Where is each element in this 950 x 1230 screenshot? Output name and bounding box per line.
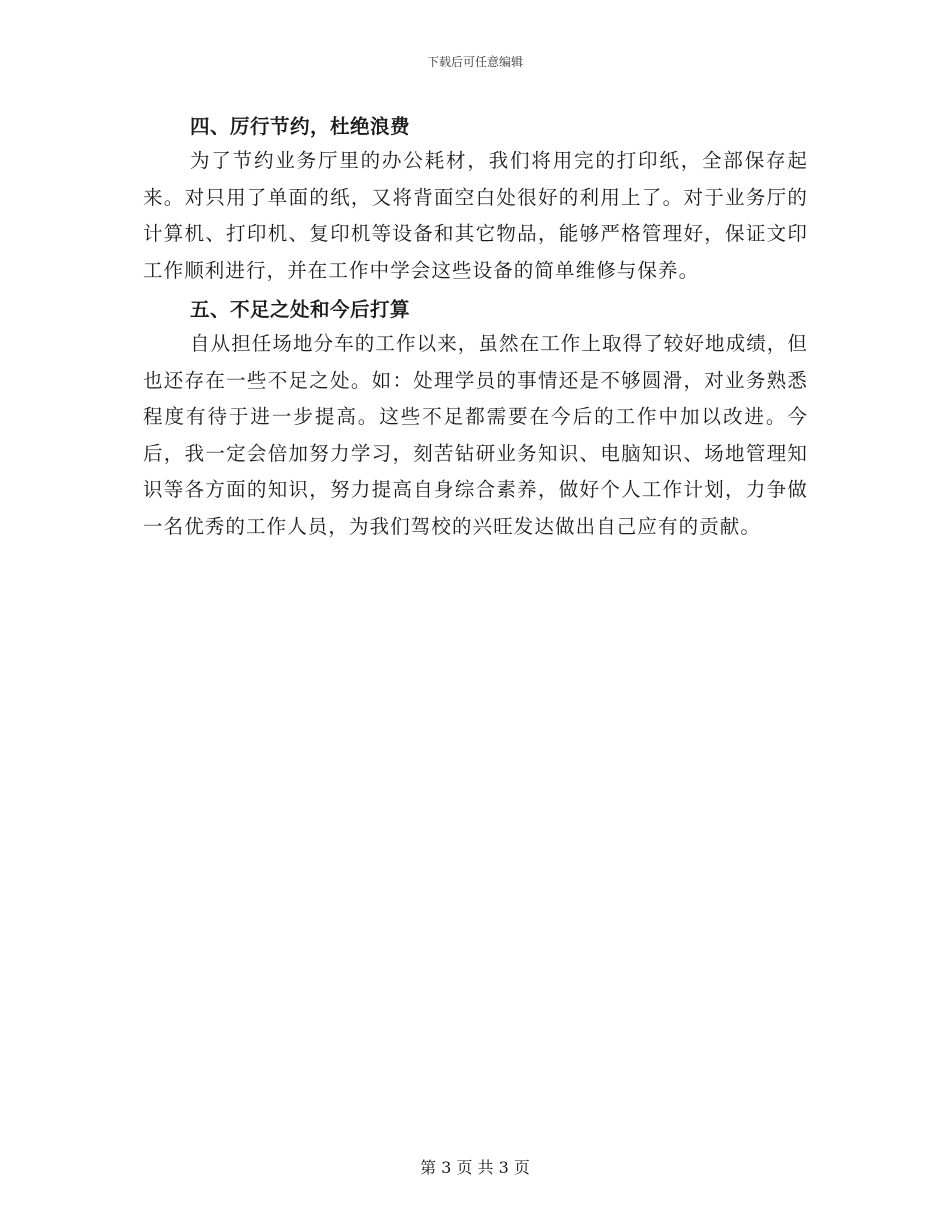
section-paragraph: 为了节约业务厅里的办公耗材，我们将用完的打印纸，全部保存起来。对只用了单面的纸，又将背面空白处很好的利用上了。对于业务厅的计算机、打印机、复印机等设备和其它物品，能够严格管理好，保证文印工作顺利进行，并在工作中学会这些设备的简单维修与保养。: [143, 149, 808, 282]
section-economy: [143, 110, 808, 289]
section-shortcomings: [143, 293, 808, 545]
section-heading: 四、厉行节约，杜绝浪费: [190, 115, 411, 138]
page-header-note: 下载后可任意编辑: [426, 55, 523, 69]
document-body: [143, 110, 808, 545]
page-number: 第 3 页 共 3 页: [420, 1158, 530, 1177]
section-paragraph: 自从担任场地分车的工作以来，虽然在工作上取得了较好地成绩，但也还存在一些不足之处。如：处理学员的事情还是不够圆滑，对业务熟悉程度有待于进一步提高。这些不足都需要在今后的工作中加以改进。今后，我一定会倍加努力学习，刻苦钻研业务知识、电脑知识、场地管理知识等各方面的知识，努力提高自身综合素养，做好个人工作计划，力争做一名优秀的工作人员，为我们驾校的兴旺发达做出自己应有的贡献。: [143, 332, 809, 538]
section-heading: 五、不足之处和今后打算: [190, 298, 411, 321]
